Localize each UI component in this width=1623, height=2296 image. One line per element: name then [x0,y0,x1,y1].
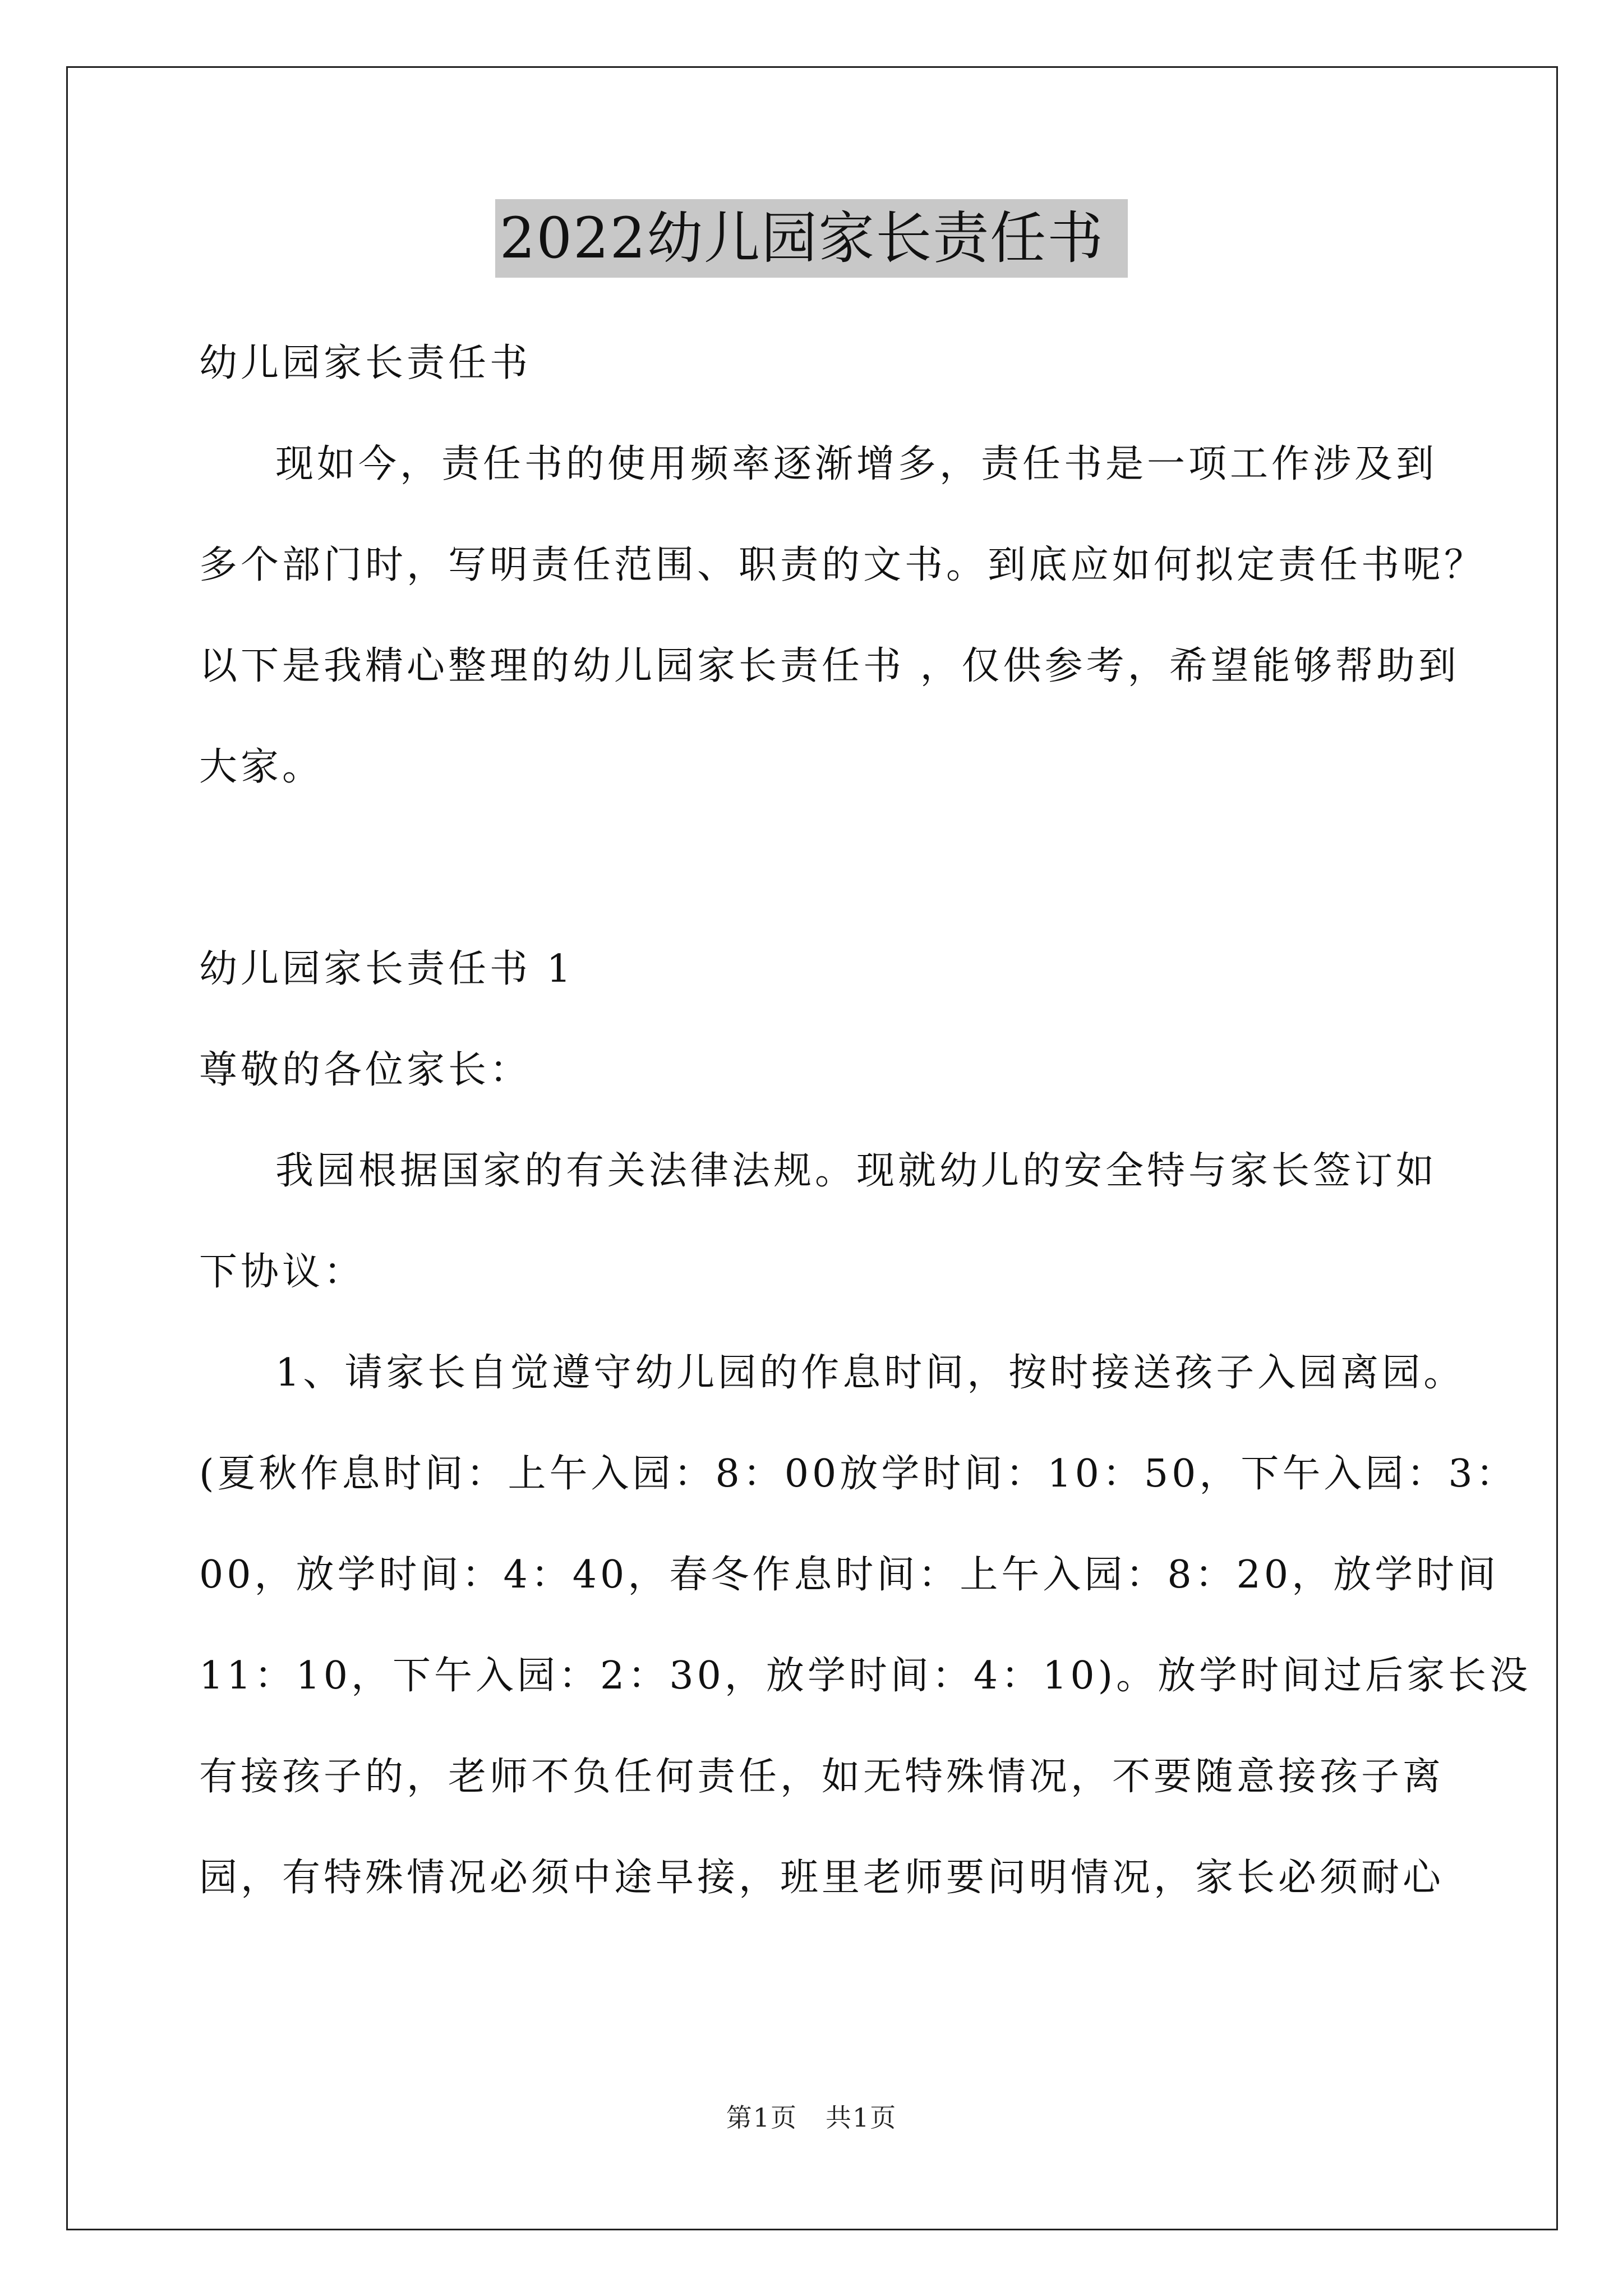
title-container [0,199,1623,278]
page-number: 第1页 [726,2102,797,2133]
section-heading: 幼儿园家长责任书 1 [199,947,574,991]
item-1-line-2: (夏秋作息时间：上午入园：8：00放学时间：10：50，下午入园：3： [199,1452,1518,1496]
item-1-line-4: 11：10，下午入园：2：30，放学时间：4：10)。放学时间过后家长没 [199,1654,1532,1698]
page-footer [0,2101,1623,2134]
page-total: 共1页 [826,2102,897,2133]
item-1-line-3: 00，放学时间：4：40，春冬作息时间：上午入园：8：20，放学时间 [199,1553,1500,1597]
item-1-line-1: 1、请家长自觉遵守幼儿园的作息时间，按时接送孩子入园离园。 [275,1351,1465,1395]
item-1-line-6: 园，有特殊情况必须中途早接，班里老师要问明情况，家长必须耐心 [199,1856,1445,1900]
salutation: 尊敬的各位家长： [199,1048,532,1092]
intro-paragraph-line-3: 以下是我精心整理的幼儿园家长责任书 ，仅供参考，希望能够帮助到 [199,644,1460,688]
intro-paragraph-line-4: 大家。 [199,745,324,789]
agreement-paragraph-line-2: 下协议： [199,1250,366,1294]
document-title: 2022幼儿园家长责任书 [495,199,1128,278]
subtitle: 幼儿园家长责任书 [199,341,532,385]
item-1-line-5: 有接孩子的，老师不负任何责任，如无特殊情况，不要随意接孩子离 [199,1755,1445,1799]
document-body [199,337,1532,1952]
agreement-paragraph-line-1: 我园根据国家的有关法律法规。现就幼儿的安全特与家长签订如 [275,1149,1438,1193]
section-gap [199,841,1455,942]
intro-paragraph-line-1: 现如今，责任书的使用频率逐渐增多，责任书是一项工作涉及到 [275,442,1438,486]
intro-paragraph-line-2: 多个部门时，写明责任范围、职责的文书。到底应如何拟定责任书呢？ [199,543,1486,587]
